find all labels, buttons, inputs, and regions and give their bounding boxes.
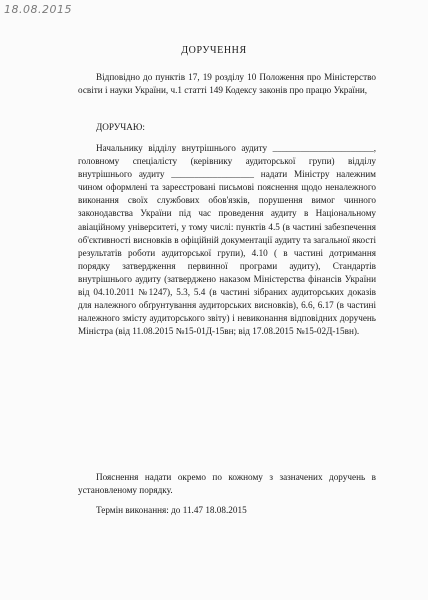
main-instruction-paragraph: Начальнику відділу внутрішнього аудиту ______________________, головному спеціалісту (керівнику аудиторської групи) відділу внутрішнього аудиту __________________ надати Міністру належним чином оформлені та зареєстровані письмові пояснення щодо неналежного виконання своїх службових обов'язків, порушення вимог чинного законодавства України під час проведення аудиту в Національному авіаційному університеті, у тому числі: пунктів 4.5 (в частині забезпечення об'єктивності висновків в офіційній документації аудиту та загальної якості результатів роботи аудиторської групи), 4.10 ( в частині дотримання порядку затвердження первинної програми аудиту), Стандартів внутрішнього аудиту (затверджено наказом Міністерства фінансів України від 04.10.2011 №1247), 5.3, 5.4 (в частині зібраних аудиторських доказів для належного обґрунтування аудиторських висновків), 6.6, 6.17 (в частині належного змісту аудиторського звіту) і невиконання відповідних доручень Міністра (від 11.08.2015 №15-01Д-15вн; від 17.08.2015 №15-02Д-15вн). <box>78 143 376 337</box>
explanation-paragraph: Пояснення надати окремо по кожному з зазначених доручень в установленому порядку. <box>78 472 376 496</box>
intro-paragraph: Відповідно до пунктів 17, 19 розділу 10 Положення про Міністерство освіти і науки України, ч.1 статті 149 Кодексу законів про працю України, <box>78 72 376 96</box>
deadline-paragraph: Термін виконання: до 11.47 18.08.2015 <box>96 505 247 515</box>
document-title: ДОРУЧЕННЯ <box>181 45 247 56</box>
handwritten-date: 18.08.2015 <box>4 3 72 16</box>
instruction-heading: ДОРУЧАЮ: <box>96 122 145 132</box>
